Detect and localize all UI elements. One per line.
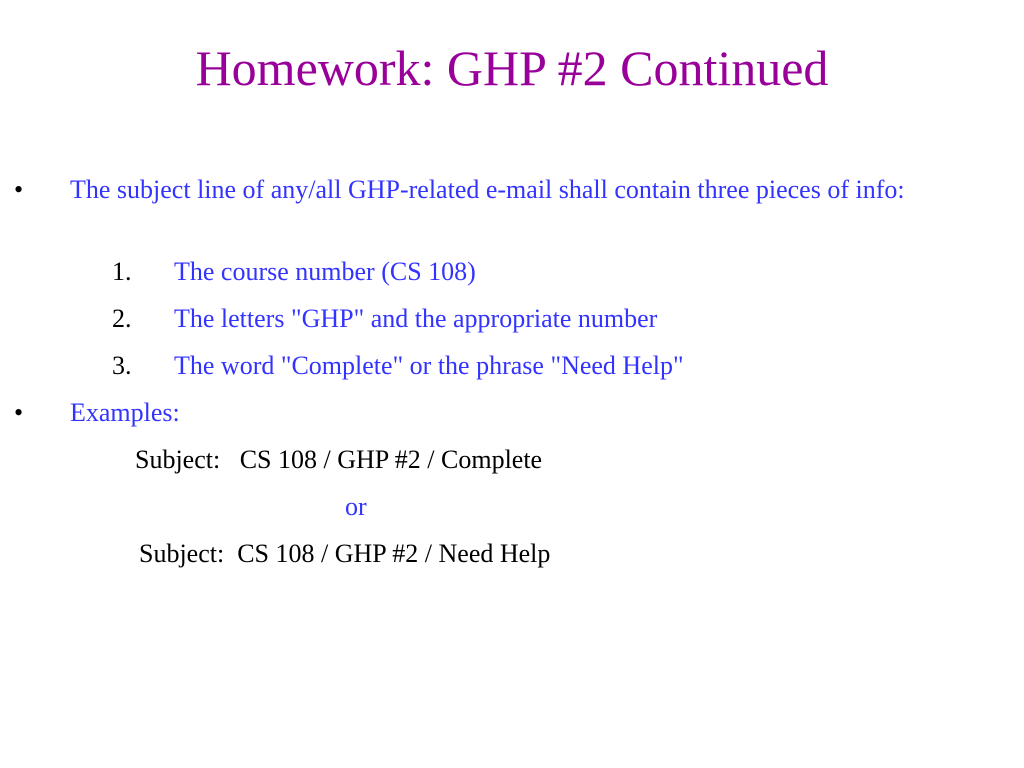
numbered-item-text-2: The letters "GHP" and the appropriate number	[174, 304, 658, 333]
numbered-item-text-1: The course number (CS 108)	[174, 257, 476, 286]
numbered-item-number-2: 2.	[112, 304, 132, 333]
bullet-text-subject-line: The subject line of any/all GHP-related e-mail shall contain three pieces of info:	[70, 175, 905, 204]
example-subject-need-help: Subject: CS 108 / GHP #2 / Need Help	[139, 539, 551, 568]
example-separator-or: or	[345, 492, 367, 521]
bullet-text-examples: Examples:	[70, 398, 180, 427]
numbered-item-text-3: The word "Complete" or the phrase "Need Help"	[174, 351, 684, 380]
example-subject-complete: Subject: CS 108 / GHP #2 / Complete	[135, 445, 543, 474]
numbered-item-number-3: 3.	[112, 351, 132, 380]
slide-title: Homework: GHP #2 Continued	[195, 40, 829, 96]
bullet-marker-2: •	[14, 398, 24, 427]
bullet-marker-1: •	[14, 175, 24, 204]
numbered-item-number-1: 1.	[112, 257, 132, 286]
